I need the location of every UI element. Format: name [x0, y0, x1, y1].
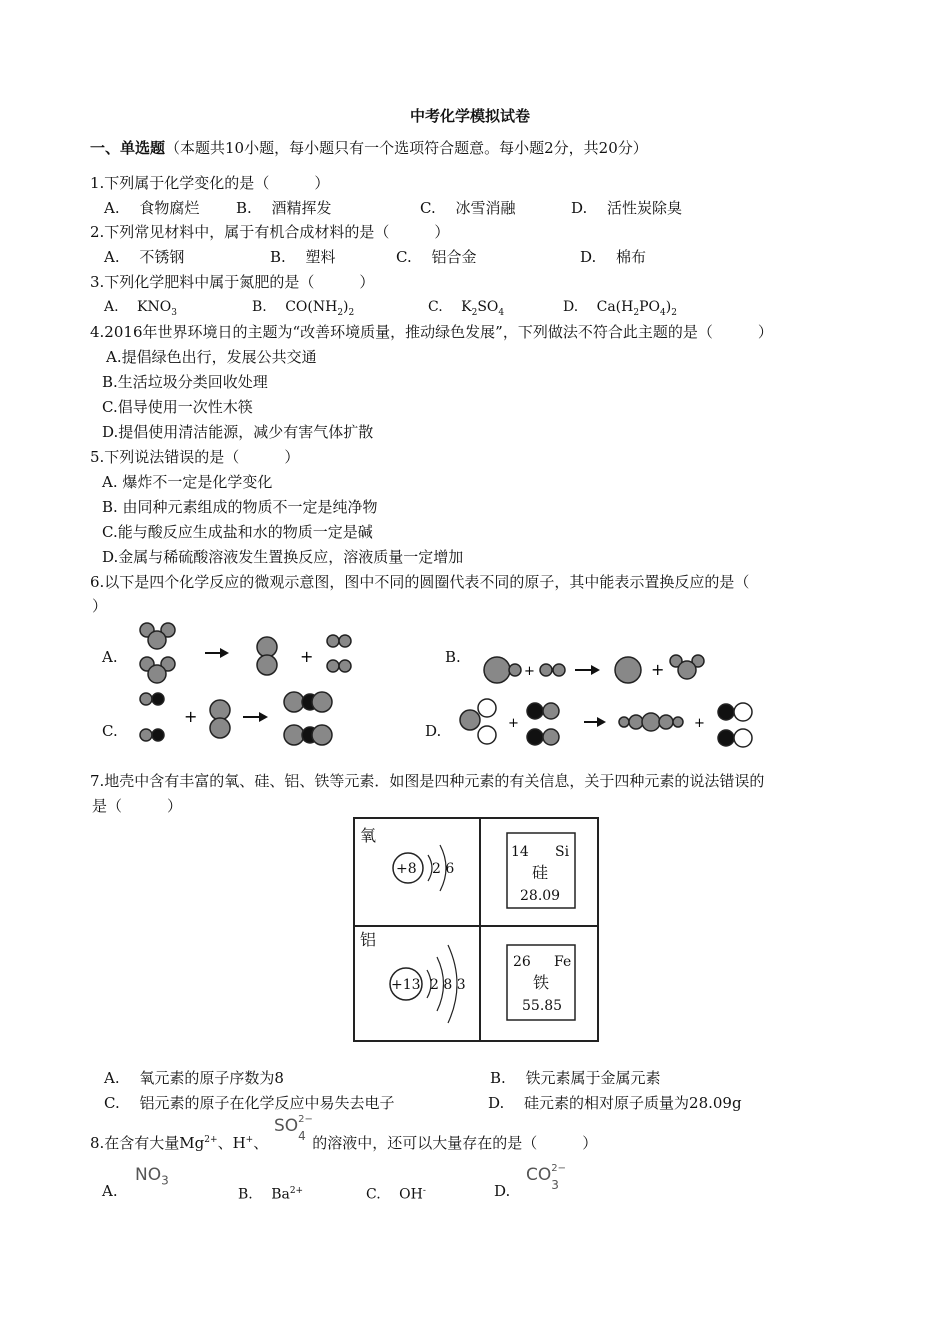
aluminum-nucleus: +13 — [391, 977, 421, 993]
q5-option-d: D.金属与稀硫酸溶液发生置换反应，溶液质量一定增加 — [102, 548, 464, 566]
q8-carbonate-ion: CO 2− 3 — [526, 1163, 567, 1192]
q7-stem-end: 是（ ） — [92, 797, 183, 815]
q3-option-d: D. $Ca(H_2PO_4)_2$ — [563, 299, 677, 318]
q1-option-d: D. 活性炭除臭 — [571, 199, 683, 217]
q3-option-c: C. $K_2SO_4$ — [428, 299, 505, 318]
oxygen-label: 氧 — [360, 826, 377, 845]
q4-stem: 4.2016年世界环境日的主题为“改善环境质量，推动绿色发展”，下列做法不符合此主题的是（ ） — [90, 323, 773, 341]
q6-option-a-label: A. — [102, 648, 118, 666]
q8-option-a: A. — [102, 1182, 118, 1200]
q8-option-d: D. — [494, 1182, 511, 1200]
svg-text:+: + — [651, 660, 665, 679]
silicon-mass: 28.09 — [520, 888, 561, 904]
iron-symbol: Fe — [554, 954, 572, 970]
section-note: （本题共10小题，每小题只有一个选项符合题意。每小题2分，共20分） — [165, 139, 648, 157]
q5-option-b: B. 由同种元素组成的物质不一定是纯净物 — [102, 498, 378, 516]
q7-option-a: A. 氧元素的原子序数为8 — [104, 1069, 284, 1087]
q6-option-d-label: D. — [425, 722, 442, 740]
iron-number: 26 — [513, 954, 531, 970]
q1-option-b: B. 酒精挥发 — [236, 199, 332, 217]
q5-stem: 5.下列说法错误的是（ ） — [90, 448, 300, 466]
silicon-number: 14 — [511, 844, 529, 860]
q3-option-a: A. $KNO_3$ — [104, 299, 177, 318]
q7-option-b: B. 铁元素属于金属元素 — [490, 1069, 661, 1087]
q6-stem: 6.以下是四个化学反应的微观示意图，图中不同的圆圈代表不同的原子，其中能表示置换反应的是（ — [90, 573, 750, 591]
q7-stem: 7.地壳中含有丰富的氧、硅、铝、铁等元素．如图是四种元素的有关信息，关于四种元素的说法错误的 — [90, 772, 765, 790]
q7-option-c: C. 铝元素的原子在化学反应中易失去电子 — [104, 1094, 395, 1112]
q8-nitrate-ion: $NO_3$ — [135, 1165, 169, 1188]
q4-option-a: A.提倡绿色出行，发展公共交通 — [106, 348, 317, 366]
q8-sulfate-ion: SO 2− 4 — [274, 1114, 313, 1143]
q6-option-c-label: C. — [102, 722, 118, 740]
q2-option-c: C. 铝合金 — [396, 248, 477, 266]
q6-option-b-label: B. — [445, 648, 461, 666]
svg-text:+: + — [184, 707, 198, 726]
q2-option-a: A. 不锈钢 — [104, 248, 185, 266]
silicon-symbol: Si — [555, 844, 570, 860]
oxygen-shells: 2 6 — [432, 861, 455, 877]
q8-option-b: B. $Ba^{2+}$ — [238, 1186, 304, 1203]
svg-text:+: + — [694, 716, 705, 731]
q1-stem: 1.下列属于化学变化的是（ ） — [90, 174, 330, 192]
oxygen-nucleus: +8 — [396, 861, 417, 877]
svg-text:+: + — [508, 716, 519, 731]
q3-stem: 3.下列化学肥料中属于氮肥的是（ ） — [90, 273, 375, 291]
q4-option-c: C.倡导使用一次性木筷 — [102, 398, 253, 416]
svg-text:+: + — [524, 664, 535, 679]
aluminum-label: 铝 — [360, 930, 377, 949]
svg-text:+: + — [300, 647, 314, 666]
q6-stem-end: ） — [92, 597, 108, 615]
aluminum-shells: 2 8 3 — [430, 977, 466, 993]
q2-option-b: B. 塑料 — [270, 248, 336, 266]
q7-option-d: D. 硅元素的相对原子质量为28.09g — [488, 1094, 742, 1112]
iron-name: 铁 — [533, 973, 550, 992]
section-label: 一、单选题 — [90, 139, 166, 157]
q4-option-d: D.提倡使用清洁能源，减少有害气体扩散 — [102, 423, 374, 441]
page-title: 中考化学模拟试卷 — [410, 107, 531, 125]
q4-option-b: B.生活垃圾分类回收处理 — [102, 373, 268, 391]
q1-option-c: C. 冰雪消融 — [420, 199, 516, 217]
q3-option-b: B. $CO(NH_2)_2$ — [252, 299, 355, 318]
q8-option-c: C. OH- — [366, 1186, 426, 1203]
q8-stem: 8.在含有大量$Mg^{2+}$、H+、 的溶液中，还可以大量存在的是（ ） — [90, 1134, 598, 1152]
q5-option-a: A. 爆炸不一定是化学变化 — [102, 473, 273, 491]
iron-mass: 55.85 — [522, 998, 563, 1014]
q1-option-a: A. 食物腐烂 — [104, 199, 200, 217]
q2-stem: 2.下列常见材料中，属于有机合成材料的是（ ） — [90, 223, 450, 241]
q5-option-c: C.能与酸反应生成盐和水的物质一定是碱 — [102, 523, 373, 541]
q2-option-d: D. 棉布 — [580, 248, 647, 266]
silicon-name: 硅 — [532, 863, 549, 882]
